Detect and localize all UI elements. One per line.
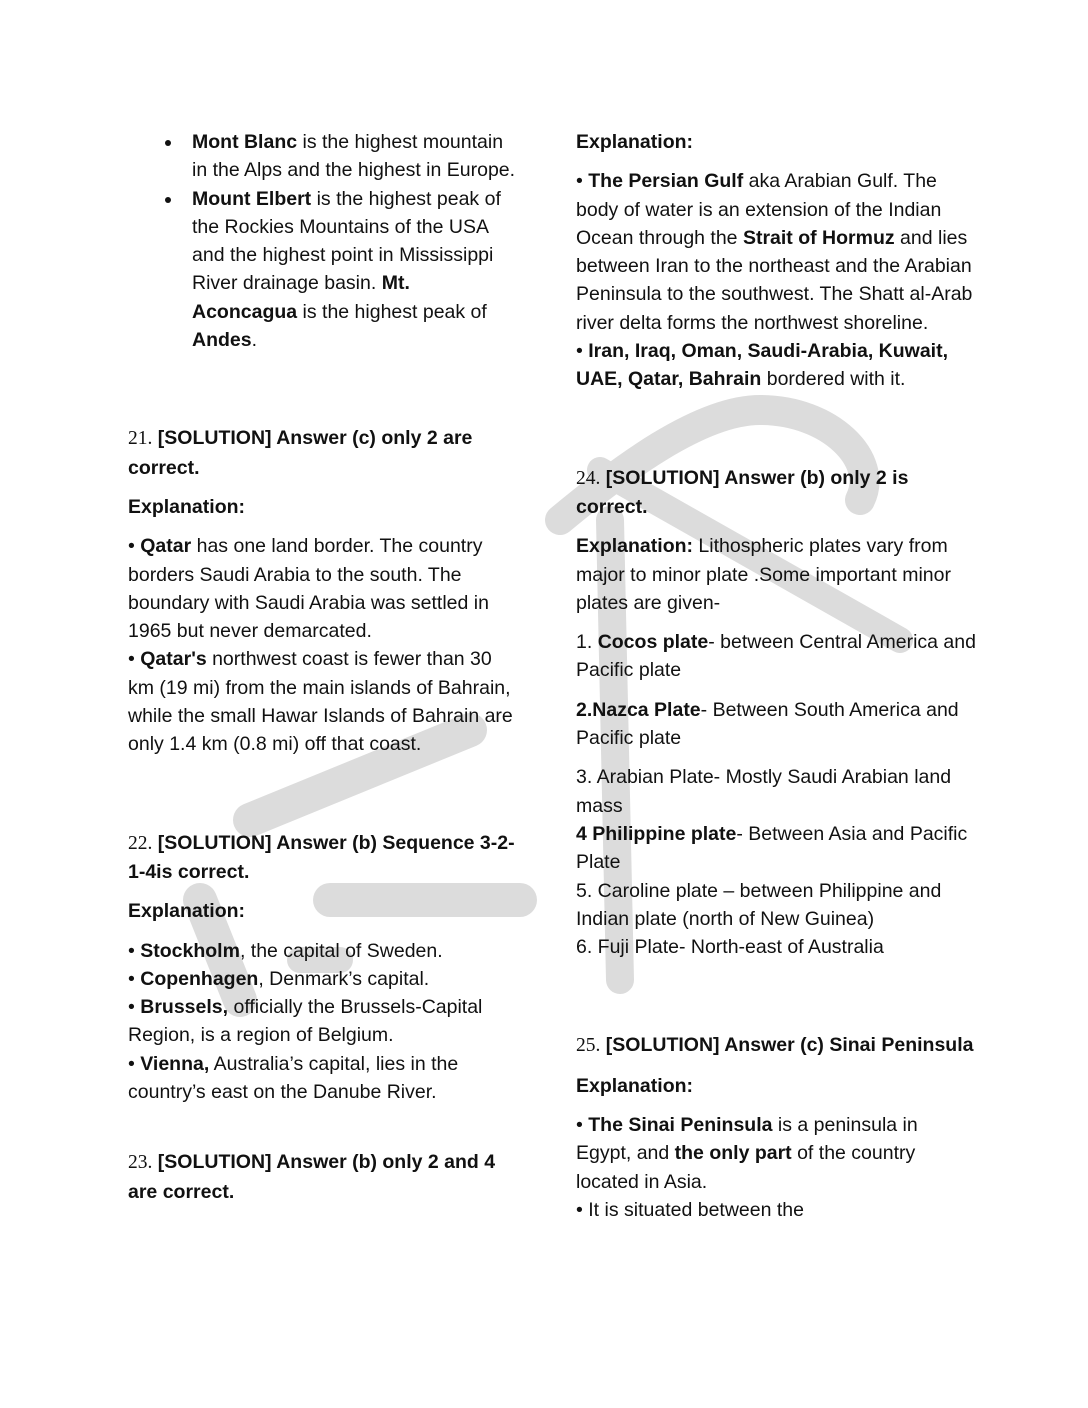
paragraph: • It is situated between the [576, 1198, 804, 1221]
item-text: is the highest peak of [297, 300, 487, 323]
item-text: is the highest peak of the Rockies Mountains of the USA and the highest point in Mississippi River drainage basin. [192, 187, 501, 295]
paragraph: • Qatar's northwest coast is fewer than 30 km (19 mi) from the main islands of Bahrain, while the small Hawar Islands of Bahrain are only 1.4 km (0.8 mi) off that coast. [128, 648, 513, 756]
paragraph: • The Sinai Peninsula is a peninsula in Egypt, and the only part of the country located in Asia. [576, 1114, 918, 1193]
paragraph: • Iran, Iraq, Oman, Saudi-Arabia, Kuwait, UAE, Qatar, Bahrain bordered with it. [576, 340, 948, 391]
paragraph: Explanation: Lithospheric plates vary from major to minor plate .Some important minor plates are given- [576, 535, 951, 614]
question-24-heading [576, 464, 976, 522]
paragraph: • Stockholm, the capital of Sweden. [128, 939, 443, 962]
item-text: is the highest mountain in the Alps and the highest in Europe. [192, 131, 516, 182]
question-21-heading [128, 424, 518, 482]
question-25-heading [576, 1031, 976, 1060]
question-22-heading [128, 829, 518, 887]
answer-title: [SOLUTION] Answer (b) only 2 is correct. [576, 466, 909, 518]
question-number: 21. [128, 428, 153, 450]
bold-term: Mont Blanc [192, 131, 298, 153]
plate-item: 3. Arabian Plate- Mostly Saudi Arabian land mass [576, 766, 952, 817]
watermark-text: ONLY IAS [540, 927, 613, 944]
plate-item: 4 Philippine plate- Between Asia and Pacific Plate [576, 822, 968, 874]
question-23-heading [128, 1148, 518, 1206]
paragraph: • Qatar has one land border. The country borders Saudi Arabia to the south. The boundary with Saudi Arabia was settled in 1965 but never demarcated. [128, 535, 489, 643]
answer-title: [SOLUTION] Answer (b) Sequence 3-2-1-4is correct. [128, 831, 515, 883]
paragraph: • Brussels, officially the Brussels-Capital Region, is a region of Belgium. [128, 996, 483, 1047]
question-number: 22. [128, 832, 153, 854]
question-number: 25. [576, 1035, 601, 1057]
answer-title: [SOLUTION] Answer (b) only 2 and 4 are correct. [128, 1151, 496, 1203]
explanation-label: Explanation: [128, 900, 246, 923]
right-column [576, 128, 976, 1224]
explanation-label: Explanation: [576, 1074, 694, 1097]
left-column [128, 128, 518, 1206]
bold-term: Andes [192, 329, 252, 352]
paragraph: • Copenhagen, Denmark’s capital. [128, 967, 430, 990]
plate-item: 1. Cocos plate- between Central America and Pacific plate [576, 631, 976, 682]
item-text: . [251, 329, 258, 352]
question-number: 23. [128, 1152, 153, 1174]
bold-term: Mt. Aconcagua [192, 272, 410, 323]
answer-title: [SOLUTION] Answer (c) Sinai Peninsula [605, 1034, 974, 1057]
answer-title: [SOLUTION] Answer (c) only 2 are correct. [128, 427, 473, 479]
paragraph: • Vienna, Australia’s capital, lies in the country’s east on the Danube River. [128, 1052, 459, 1104]
list-item-mont-blanc [192, 128, 518, 185]
plate-item: 6. Fuji Plate- North-east of Australia [576, 936, 884, 959]
bold-term: Mount Elbert [192, 187, 312, 210]
plate-item: 5. Caroline plate – between Philippine and Indian plate (north of New Guinea) [576, 879, 942, 930]
plate-item: 2.Nazca Plate- Between South America and Pacific plate [576, 698, 959, 750]
mountain-list [128, 128, 518, 354]
paragraph: • The Persian Gulf aka Arabian Gulf. The body of water is an extension of the Indian Ocean through the Strait of Hormuz and lies between Iran to the northeast and the Arabian Peninsula to the southwest. The Shatt al-Arab river delta forms the northwest shoreline. [576, 170, 973, 334]
list-item-mount-elbert [192, 185, 518, 355]
explanation-label: Explanation: [576, 131, 694, 153]
explanation-label: Explanation: [128, 495, 246, 518]
question-number: 24. [576, 467, 601, 489]
